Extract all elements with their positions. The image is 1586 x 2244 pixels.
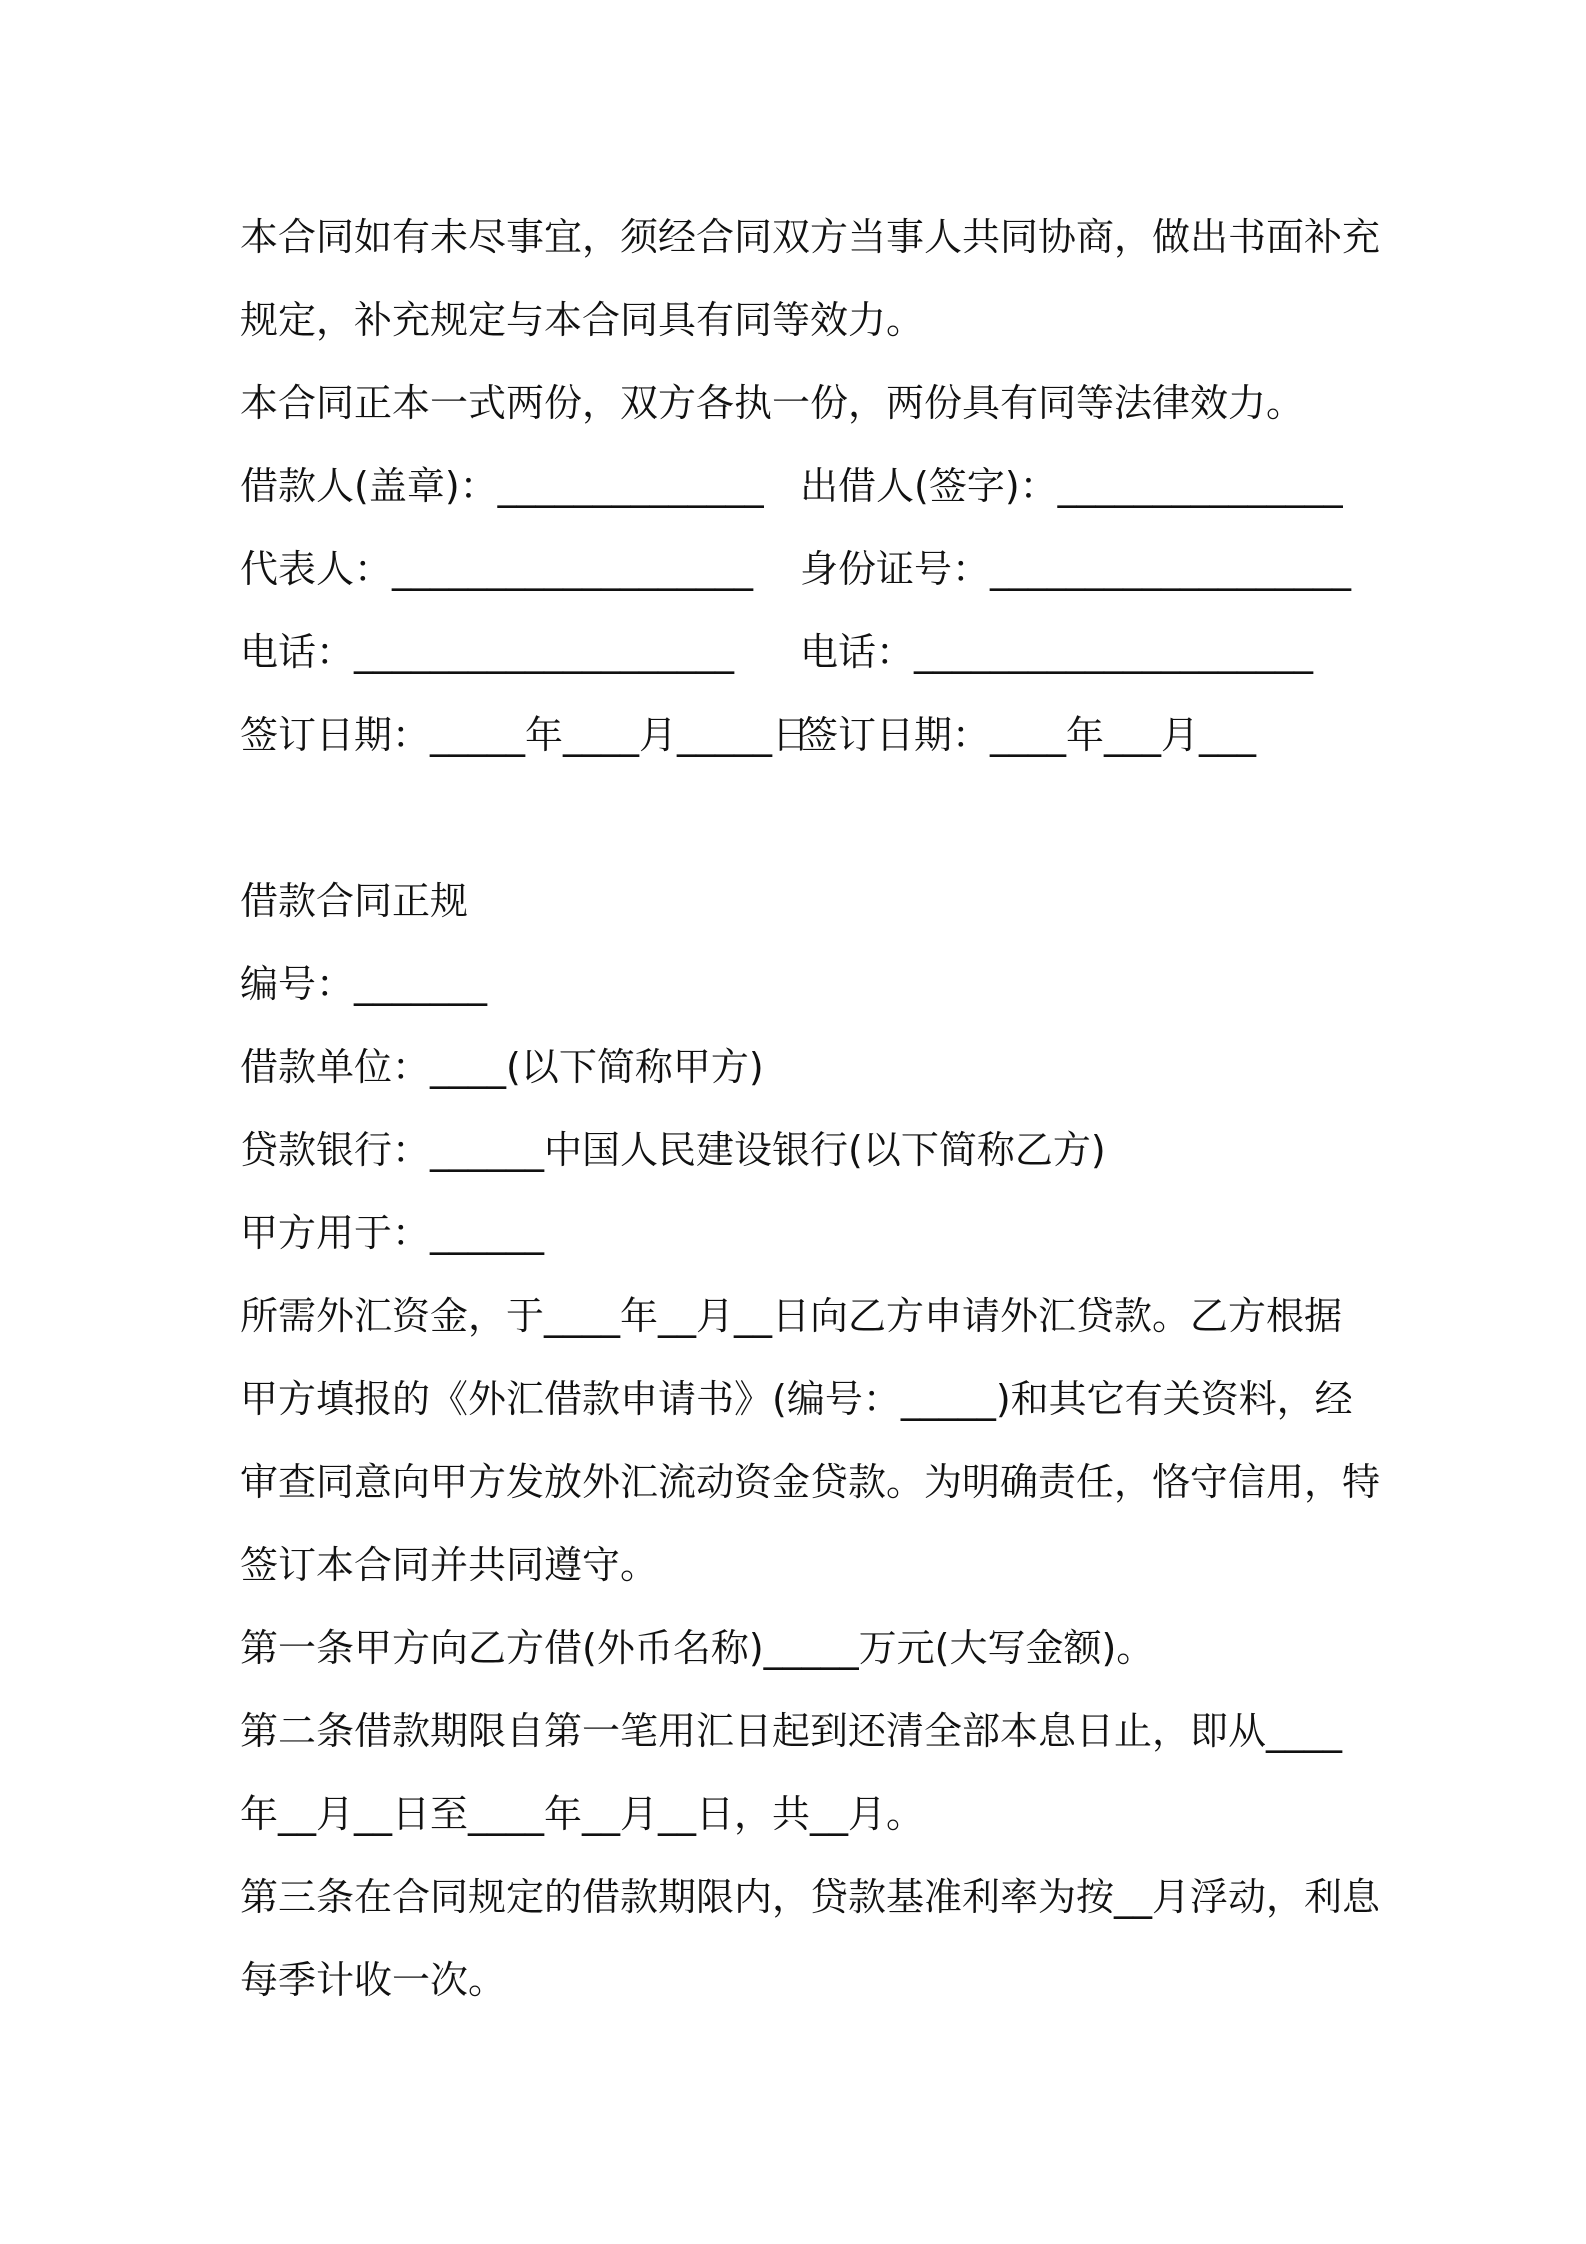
- signature-row-seal: [240, 445, 1360, 528]
- section-spacer: [240, 777, 1360, 860]
- supplement-clause-line-1: 本合同如有未尽事宜，须经合同双方当事人共同协商，做出书面补充: [240, 215, 1381, 259]
- signature-row-representative: [240, 528, 1360, 611]
- contract-title: 借款合同正规: [240, 879, 469, 923]
- article-1: 第一条甲方向乙方借(外币名称)_____万元(大写金额)。: [240, 1626, 1155, 1670]
- borrower-unit: 借款单位：____(以下简称甲方): [240, 1045, 764, 1089]
- lender-phone-field: 电话：_____________________: [800, 630, 1314, 674]
- borrower-date-field: 签订日期：_____年____月_____日: [240, 713, 811, 757]
- contract-number: 编号：_______: [240, 962, 488, 1006]
- borrower-seal-field: 借款人(盖章)：______________: [240, 464, 764, 508]
- article-3-line-2: 每季计收一次。: [240, 1958, 507, 2002]
- article-3-line-1: 第三条在合同规定的借款期限内，贷款基准利率为按__月浮动，利息: [240, 1875, 1381, 1919]
- intro-line-2: 甲方填报的《外汇借款申请书》(编号：_____)和其它有关资料，经: [240, 1377, 1353, 1421]
- copies-clause: 本合同正本一式两份，双方各执一份，两份具有同等法律效力。: [240, 381, 1305, 425]
- id-number-field: 身份证号：___________________: [800, 547, 1352, 591]
- document-body: [240, 196, 1381, 2022]
- supplement-clause-line-2: 规定，补充规定与本合同具有同等效力。: [240, 298, 925, 342]
- signature-row-date: [240, 694, 1360, 777]
- lending-bank: 贷款银行：______中国人民建设银行(以下简称乙方): [240, 1128, 1106, 1172]
- intro-line-4: 签订本合同并共同遵守。: [240, 1543, 659, 1587]
- lender-date-field: 签订日期：____年___月___: [800, 713, 1257, 757]
- loan-purpose: 甲方用于：______: [240, 1211, 545, 1255]
- lender-sign-field: 出借人(签字)：_______________: [800, 464, 1343, 508]
- intro-line-3: 审查同意向甲方发放外汇流动资金贷款。为明确责任，恪守信用，特: [240, 1460, 1381, 1504]
- article-2-line-2: 年__月__日至____年__月__日，共__月。: [240, 1792, 925, 1836]
- borrower-phone-field: 电话：____________________: [240, 630, 735, 674]
- signature-row-phone: [240, 611, 1360, 694]
- article-2-line-1: 第二条借款期限自第一笔用汇日起到还清全部本息日止，即从____: [240, 1709, 1343, 1753]
- representative-field: 代表人：___________________: [240, 547, 754, 591]
- intro-line-1: 所需外汇资金，于____年__月__日向乙方申请外汇贷款。乙方根据: [240, 1294, 1343, 1338]
